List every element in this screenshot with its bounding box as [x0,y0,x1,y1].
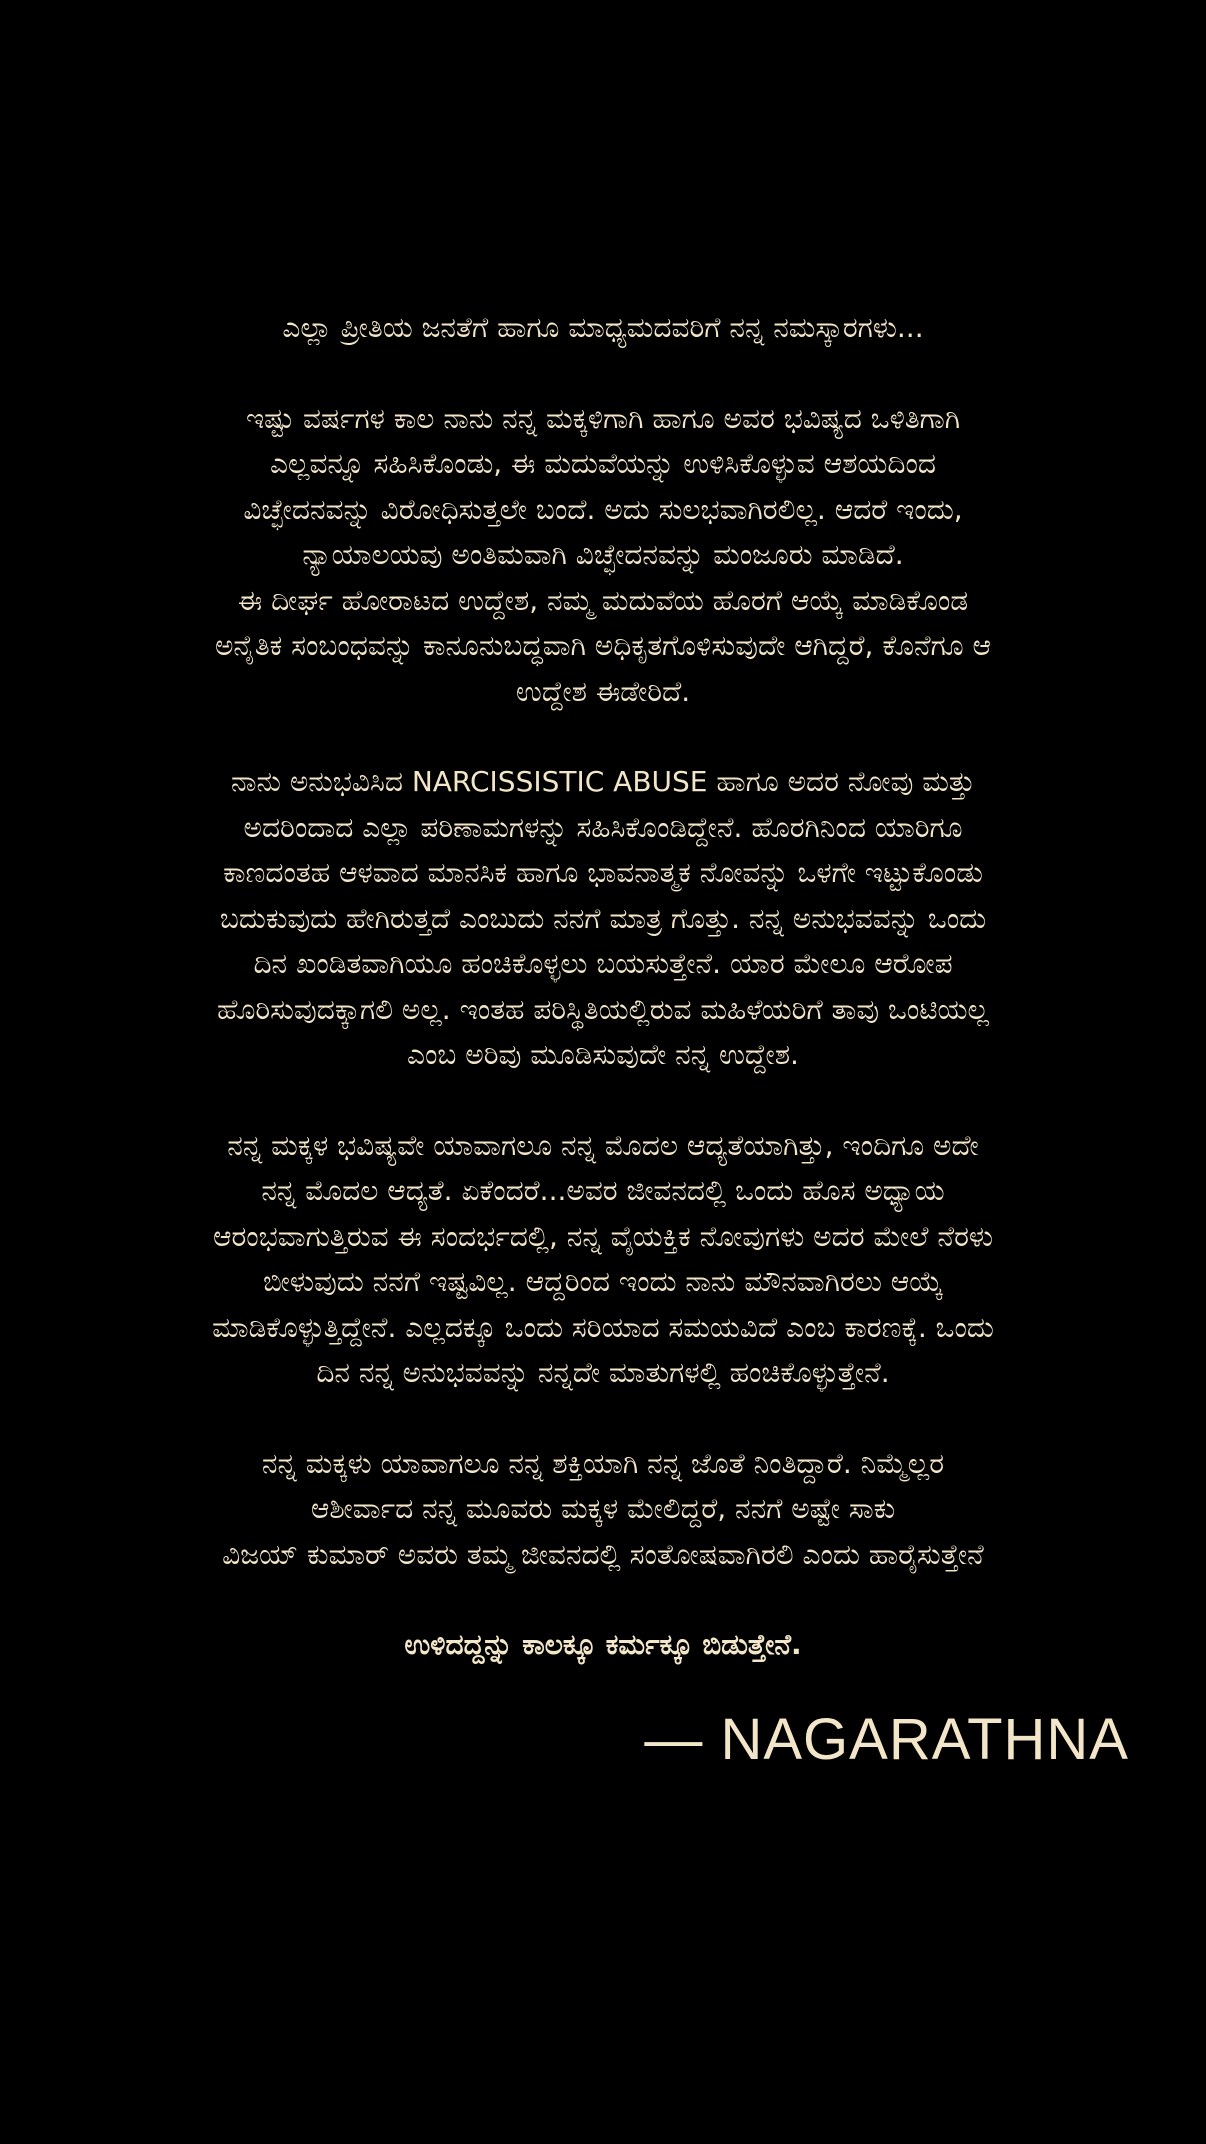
paragraph-2-line-5: ದಿನ ಖಂಡಿತವಾಗಿಯೂ ಹಂಚಿಕೊಳ್ಳಲು ಬಯಸುತ್ತೇನೆ. ಯಾರ ಮೇಲೂ ಆರೋಪ [253,947,953,980]
paragraph-4-line-3: ವಿಜಯ್ ಕುಮಾರ್ ಅವರು ತಮ್ಮ ಜೀವನದಲ್ಲಿ ಸಂತೋಷವಾಗಿರಲಿ ಎಂದು ಹಾರೈಸುತ್ತೇನೆ [222,1537,984,1571]
paragraph-3-line-5: ಮಾಡಿಕೊಳ್ಳುತ್ತಿದ್ದೇನೆ. ಎಲ್ಲದಕ್ಕೂ ಒಂದು ಸರಿಯಾದ ಸಮಯವಿದೆ ಎಂಬ ಕಾರಣಕ್ಕೆ. ಒಂದು [212,1310,994,1344]
paragraph-1-line-5: ಈ ದೀರ್ಘ ಹೋರಾಟದ ಉದ್ದೇಶ, ನಮ್ಮ ಮದುವೆಯ ಹೊರಗೆ ಆಯ್ಕೆ ಮಾಡಿಕೊಂಡ [237,583,969,617]
paragraph-4 [40,1441,1166,1578]
paragraph-3-line-4: ಬೀಳುವುದು ನನಗೆ ಇಷ್ಟವಿಲ್ಲ. ಆದ್ದರಿಂದ ಇಂದು ನಾನು ಮೌನವಾಗಿರಲು ಆಯ್ಕೆ [262,1265,943,1298]
paragraph-1-line-2: ಎಲ್ಲವನ್ನೂ ಸಹಿಸಿಕೊಂಡು, ಈ ಮದುವೆಯನ್ನು ಉಳಿಸಿಕೊಳ್ಳುವ ಆಶಯದಿಂದ [270,447,936,480]
paragraph-3-line-2: ನನ್ನ ಮೊದಲ ಆದ್ಯತೆ. ಏಕೆಂದರೆ...ಅವರ ಜೀವನದಲ್ಲಿ ಒಂದು ಹೊಸ ಅಧ್ಯಾಯ [261,1174,945,1207]
greeting-line: ಎಲ್ಲಾ ಪ್ರೀತಿಯ ಜನತೆಗೆ ಹಾಗೂ ಮಾಧ್ಯಮದವರಿಗೆ ನನ್ನ ನಮಸ್ಕಾರಗಳು... [282,311,924,344]
paragraph-spacer [40,714,1166,759]
paragraph-1-line-7: ಉದ್ದೇಶ ಈಡೇರಿದೆ. [515,674,691,708]
paragraph-3-line-3: ಆರಂಭವಾಗುತ್ತಿರುವ ಈ ಸಂದರ್ಭದಲ್ಲಿ, ನನ್ನ ವೈಯಕ್ತಿಕ ನೋವುಗಳು ಅದರ ಮೇಲೆ ನೆರಳು [212,1219,994,1253]
paragraph-2 [40,759,1166,1078]
paragraph-1-line-6: ಅನೈತಿಕ ಸಂಬಂಧವನ್ನು ಕಾನೂನುಬದ್ಧವಾಗಿ ಅಧಿಕೃತಗೊಳಿಸುವುದೇ ಆಗಿದ್ದರೆ, ಕೊನೆಗೂ ಆ [214,629,992,662]
paragraph-1-line-1: ಇಷ್ಟು ವರ್ಷಗಳ ಕಾಲ ನಾನು ನನ್ನ ಮಕ್ಕಳಿಗಾಗಿ ಹಾಗೂ ಅವರ ಭವಿಷ್ಯದ ಒಳಿತಿಗಾಗಿ [245,401,961,435]
paragraph-2-line-4: ಬದುಕುವುದು ಹೇಗಿರುತ್ತದೆ ಎಂಬುದು ನನಗೆ ಮಾತ್ರ ಗೊತ್ತು. ನನ್ನ ಅನುಭವವನ್ನು ಒಂದು [219,901,987,935]
paragraph-1-line-3: ವಿಚ್ಛೇದನವನ್ನು ವಿರೋಧಿಸುತ್ತಲೇ ಬಂದೆ. ಅದು ಸುಲಭವಾಗಿರಲಿಲ್ಲ. ಆದರೆ ಇಂದು, [243,492,963,526]
paragraph-4-line-1: ನನ್ನ ಮಕ್ಕಳು ಯಾವಾಗಲೂ ನನ್ನ ಶಕ್ತಿಯಾಗಿ ನನ್ನ ಜೊತೆ ನಿಂತಿದ್ದಾರೆ. ನಿಮ್ಮೆಲ್ಲರ [261,1446,945,1480]
paragraph-4-line-2: ಆಶೀರ್ವಾದ ನನ್ನ ಮೂವರು ಮಕ್ಕಳ ಮೇಲಿದ್ದರೆ, ನನಗೆ ಅಷ್ಟೇ ಸಾಕು [310,1492,896,1525]
paragraph-spacer [40,351,1166,396]
paragraph-1 [40,396,1166,715]
paragraph-2-line-7: ಎಂಬ ಅರಿವು ಮೂಡಿಸುವುದೇ ನನ್ನ ಉದ್ದೇಶ. [407,1038,799,1071]
paragraph-2-line-2: ಅದರಿಂದಾದ ಎಲ್ಲಾ ಪರಿಣಾಮಗಳನ್ನು ಸಹಿಸಿಕೊಂಡಿದ್ದೇನೆ. ಹೊರಗಿನಿಂದ ಯಾರಿಗೂ [243,810,963,844]
paragraph-spacer [40,1396,1166,1441]
paragraph-2-line-3: ಕಾಣದಂತಹ ಆಳವಾದ ಮಾನಸಿಕ ಹಾಗೂ ಭಾವನಾತ್ಮಕ ನೋವನ್ನು ಒಳಗೇ ಇಟ್ಟುಕೊಂಡು [223,856,983,889]
paragraph-2-line-1: ನಾನು ಅನುಭವಿಸಿದ NARCISSISTIC ABUSE ಹಾಗೂ ಅದರ ನೋವು ಮತ್ತು [231,765,975,798]
paragraph-2-line-6: ಹೊರಿಸುವುದಕ್ಕಾಗಲಿ ಅಲ್ಲ. ಇಂತಹ ಪರಿಸ್ಥಿತಿಯಲ್ಲಿರುವ ಮಹಿಳೆಯರಿಗೆ ತಾವು ಒಂಟಿಯಲ್ಲ [216,992,990,1026]
paragraph-spacer [40,1577,1166,1622]
paragraph-spacer [40,1078,1166,1123]
signature: — NAGARATHNA [644,1707,1129,1772]
paragraph-3-line-1: ನನ್ನ ಮಕ್ಕಳ ಭವಿಷ್ಯವೇ ಯಾವಾಗಲೂ ನನ್ನ ಮೊದಲ ಆದ್ಯತೆಯಾಗಿತ್ತು, ಇಂದಿಗೂ ಅದೇ [227,1128,979,1162]
closing-line: ಉಳಿದದ್ದನ್ನು ಕಾಲಕ್ಕೂ ಕರ್ಮಕ್ಕೂ ಬಿಡುತ್ತೇನೆ. [404,1628,802,1661]
letter-body [40,305,1166,1668]
paragraph-1-line-4: ನ್ಯಾಯಾಲಯವು ಅಂತಿಮವಾಗಿ ವಿಚ್ಛೇದನವನ್ನು ಮಂಜೂರು ಮಾಡಿದೆ. [302,538,904,571]
paragraph-3 [40,1123,1166,1396]
paragraph-3-line-6: ದಿನ ನನ್ನ ಅನುಭವವನ್ನು ನನ್ನದೇ ಮಾತುಗಳಲ್ಲಿ ಹಂಚಿಕೊಳ್ಳುತ್ತೇನೆ. [316,1356,890,1389]
